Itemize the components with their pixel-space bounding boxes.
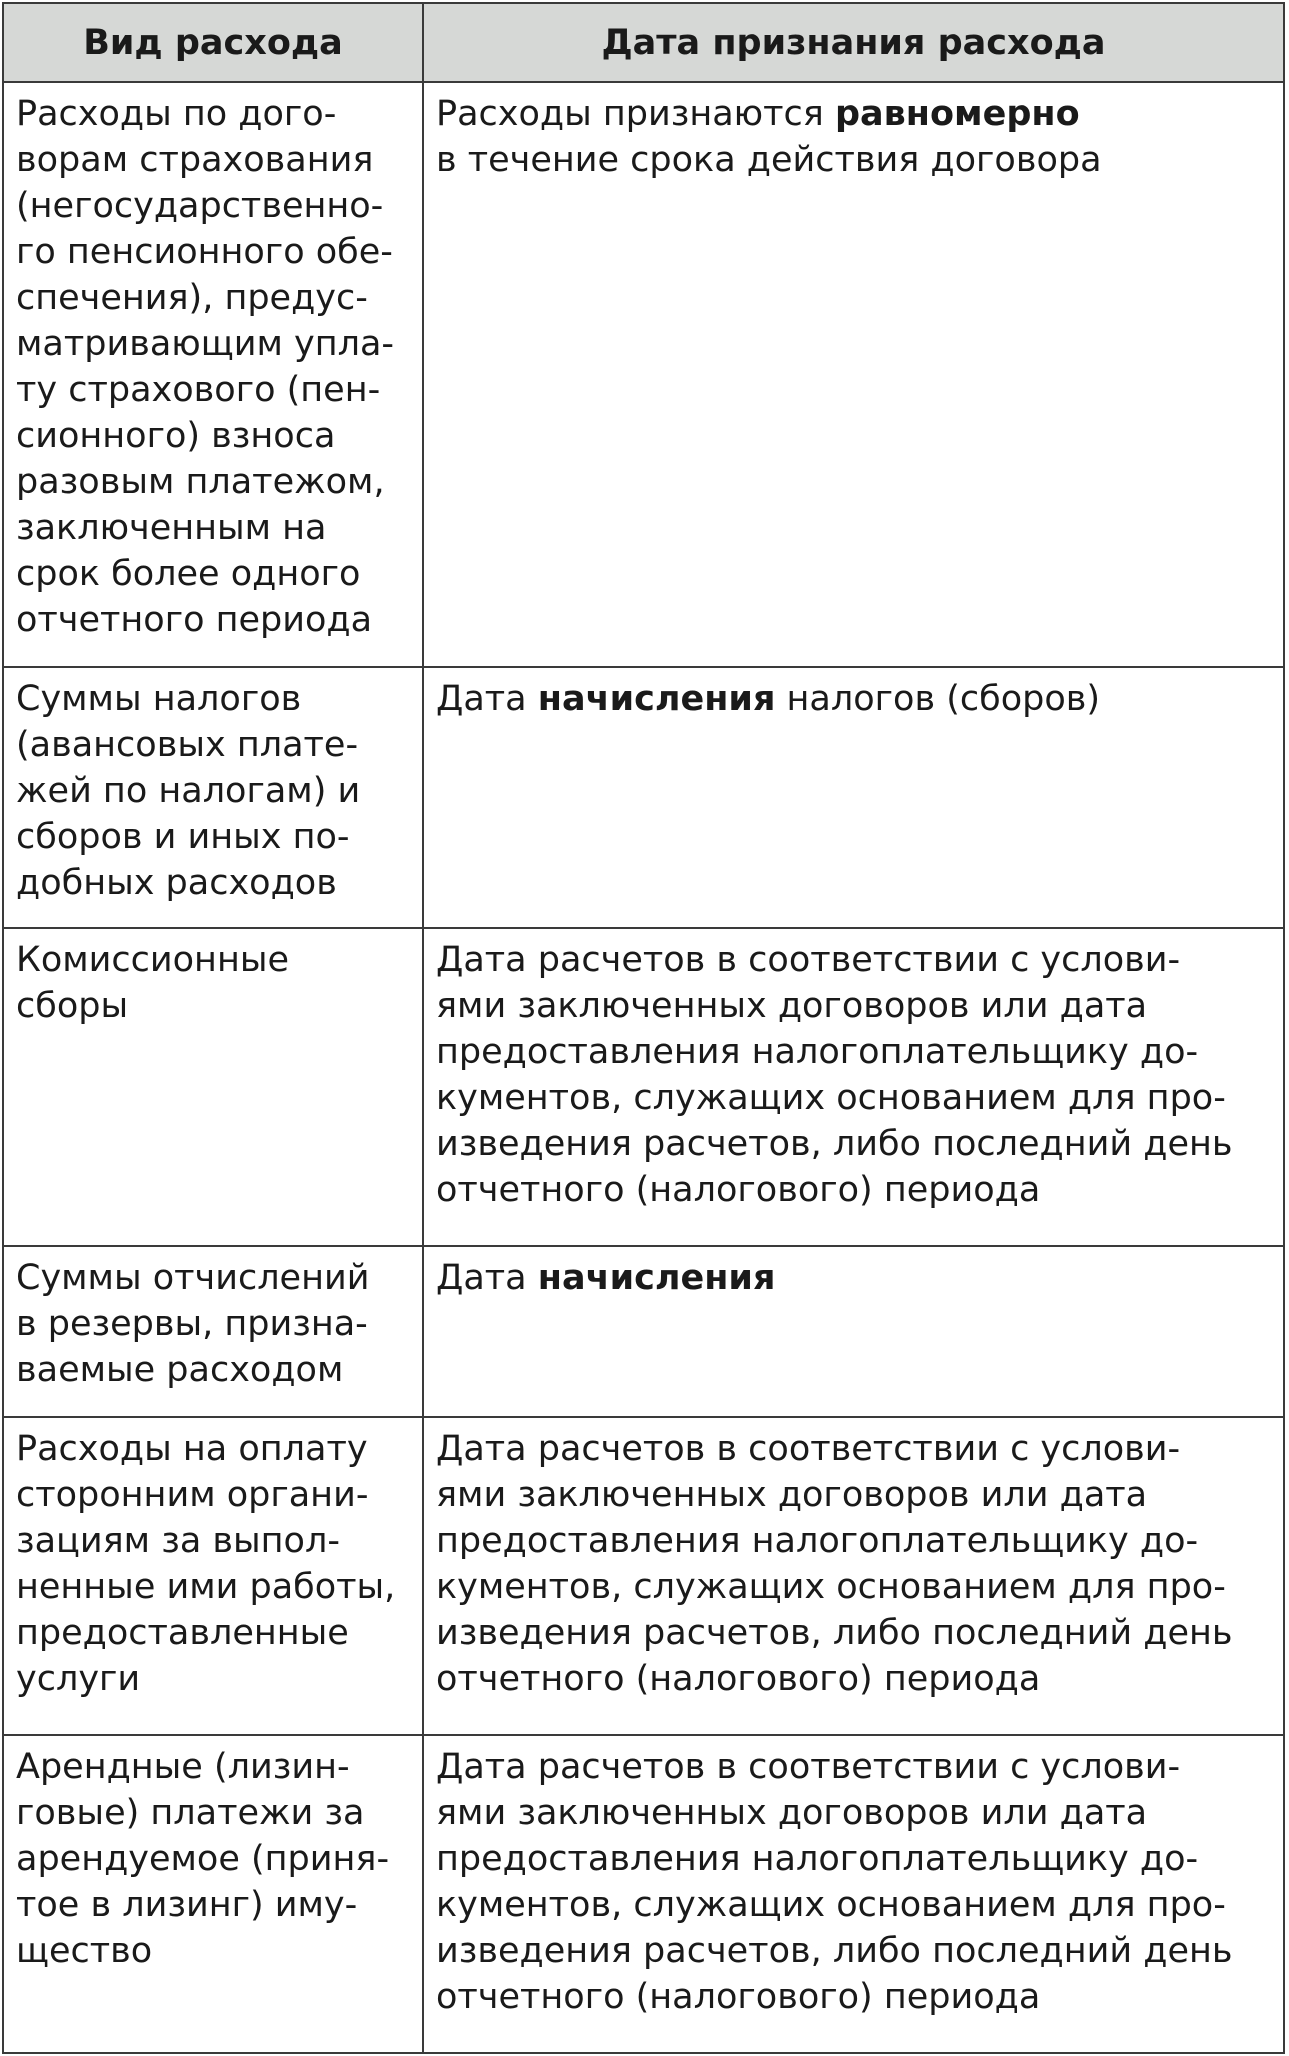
recognition-date-cell [423, 928, 1284, 1246]
table-row [3, 928, 1284, 1246]
header-recognition-date: Дата признания расхода [423, 3, 1284, 82]
expense-type-cell: Арендные (лизин- говые) платежи за арендуемое (приня- тое в лизинг) иму- щество [3, 1735, 423, 2053]
header-row [3, 3, 1284, 82]
text-segment: Дата расчетов в соответствии с услови- ями заключенных договоров или дата предоставления налогоплательщику до- кументов, служащих основанием для про- изведения расчетов, либо последний день отчетного (налогового) периода [436, 1429, 1233, 1699]
expense-type-cell: Суммы отчислений в резервы, призна- ваемые расходом [3, 1246, 423, 1417]
table-row [3, 1735, 1284, 2053]
table-row [3, 1417, 1284, 1735]
emphasis-text: начисления [537, 1258, 776, 1298]
text-segment: Расходы признаются [436, 94, 835, 134]
text-segment: Дата [436, 679, 538, 719]
table-row [3, 82, 1284, 667]
header-expense-type: Вид расхода [3, 3, 423, 82]
table-row [3, 1246, 1284, 1417]
emphasis-text: начисления [537, 679, 776, 719]
expense-recognition-table [2, 2, 1285, 2054]
recognition-date-cell [423, 1417, 1284, 1735]
expense-type-cell: Комиссионные сборы [3, 928, 423, 1246]
text-segment: Дата расчетов в соответствии с услови- ями заключенных договоров или дата предоставления налогоплательщику до- кументов, служащих основанием для про- изведения расчетов, либо последний день отчетного (налогового) периода [436, 1747, 1233, 2017]
recognition-date-cell [423, 1735, 1284, 2053]
expense-type-cell: Расходы по дого- ворам страхования (негосударственно- го пенсионного обе- спечения), предус- матривающим упла- ту страхового (пен- сионного) взноса разовым платежом, заключенным на срок более одного отчетного периода [3, 82, 423, 667]
expense-type-cell: Суммы налогов (авансовых плате- жей по налогам) и сборов и иных по- добных расходов [3, 667, 423, 928]
text-segment: в течение срока действия договора [436, 140, 1102, 180]
expense-type-cell: Расходы на оплату сторонним органи- зациям за выпол- ненные ими работы, предоставленные услуги [3, 1417, 423, 1735]
text-segment: Дата [436, 1258, 538, 1298]
recognition-date-cell [423, 1246, 1284, 1417]
table-row [3, 667, 1284, 928]
emphasis-text: равномерно [834, 94, 1080, 134]
recognition-date-cell [423, 82, 1284, 667]
recognition-date-cell [423, 667, 1284, 928]
text-segment: налогов (сборов) [775, 679, 1101, 719]
text-segment: Дата расчетов в соответствии с услови- ями заключенных договоров или дата предоставления налогоплательщику до- кументов, служащих основанием для про- изведения расчетов, либо последний день отчетного (налогового) периода [436, 940, 1233, 1210]
